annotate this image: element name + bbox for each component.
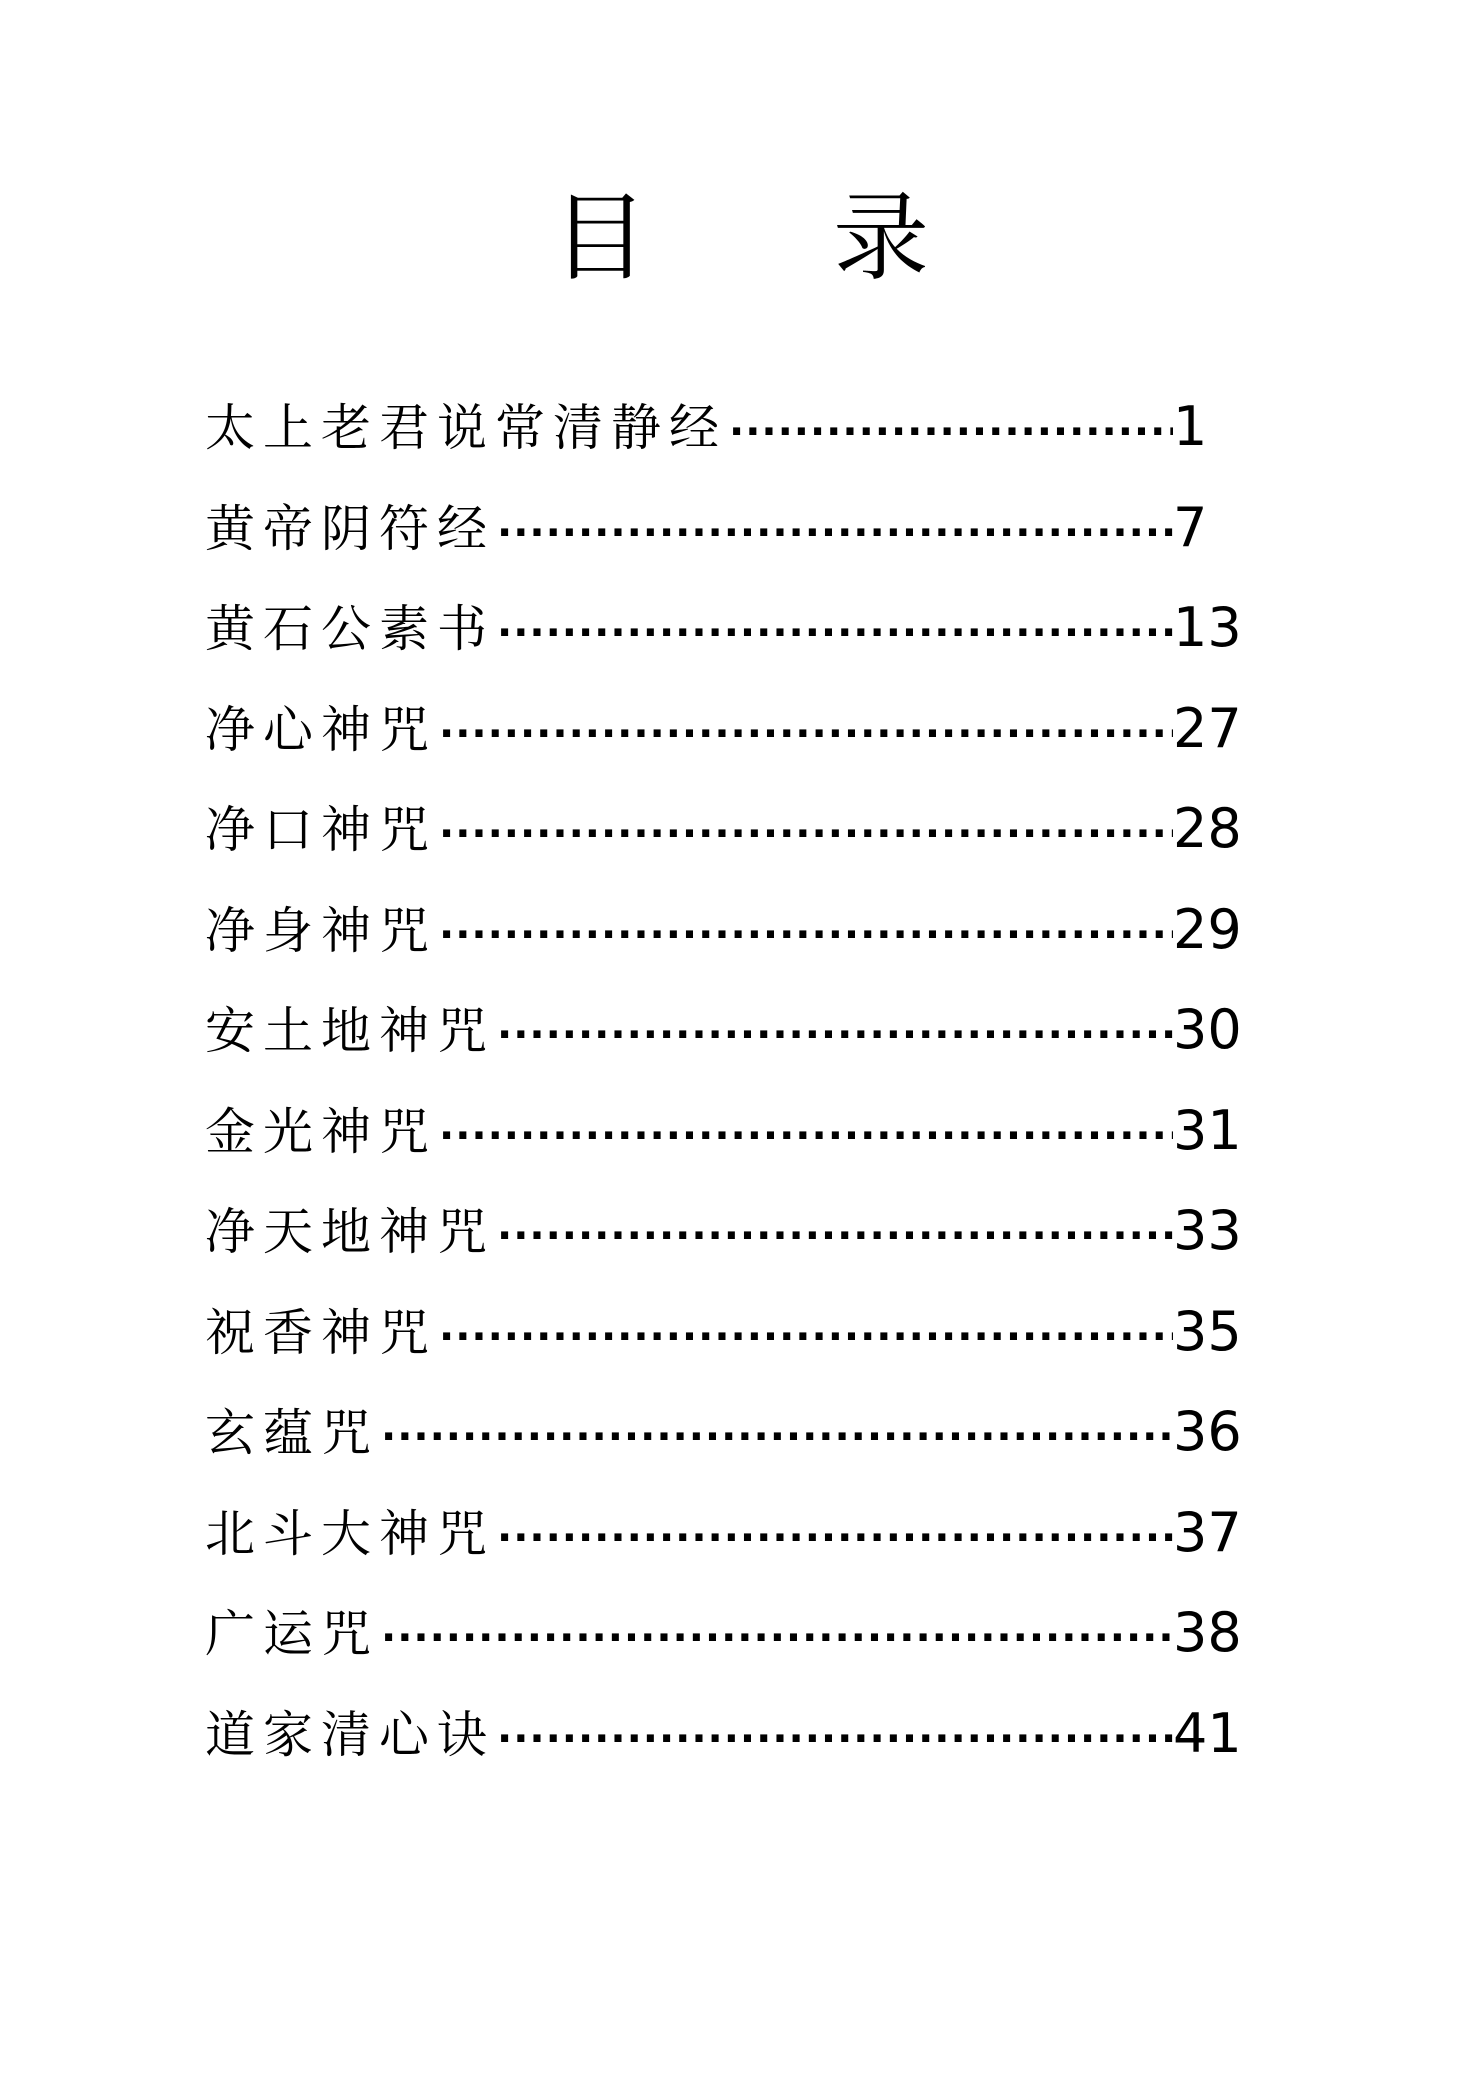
toc-entry[interactable]	[205, 1400, 1242, 1506]
toc-entry-title: 净天地神咒	[205, 1203, 495, 1261]
toc-entry[interactable]	[205, 696, 1242, 803]
toc-entry-page: 37	[1173, 1500, 1242, 1564]
toc-entry-page: 38	[1173, 1601, 1242, 1664]
toc-entry[interactable]	[205, 395, 1235, 501]
toc-dot-leader	[381, 1417, 1173, 1457]
toc-entry-page: 28	[1173, 797, 1242, 860]
toc-entry-page: 31	[1173, 1098, 1242, 1162]
toc-dot-leader	[497, 613, 1173, 653]
page-title	[0, 182, 1481, 294]
toc-entry-page: 33	[1173, 1199, 1242, 1262]
toc-dot-leader	[497, 1518, 1173, 1558]
page-title-char-1: 目	[552, 182, 648, 294]
toc-entry[interactable]	[205, 998, 1242, 1104]
toc-dot-leader	[497, 1015, 1173, 1055]
toc-entry-title: 净身神咒	[205, 901, 437, 960]
toc-entry-page: 7	[1173, 495, 1208, 559]
toc-dot-leader	[381, 1618, 1173, 1658]
toc-entry-page: 1	[1173, 395, 1208, 458]
toc-entry-page: 35	[1173, 1299, 1242, 1363]
toc-entry[interactable]	[205, 1701, 1242, 1808]
toc-dot-leader	[497, 1719, 1173, 1759]
toc-dot-leader	[439, 714, 1173, 754]
toc-dot-leader	[439, 1317, 1173, 1357]
toc-entry-title: 黄帝阴符经	[205, 499, 495, 558]
toc-entry-title: 太上老君说常清静经	[205, 399, 727, 457]
toc-entry[interactable]	[205, 1299, 1242, 1406]
toc-entry[interactable]	[205, 1199, 1242, 1305]
toc-entry-title: 祝香神咒	[205, 1303, 437, 1362]
toc-dot-leader	[729, 412, 1173, 452]
toc-dot-leader	[497, 1216, 1173, 1256]
table-of-contents	[205, 395, 1242, 1807]
toc-entry-page: 41	[1173, 1701, 1242, 1765]
toc-entry-page: 29	[1173, 897, 1242, 961]
toc-entry[interactable]	[205, 1098, 1242, 1205]
toc-dot-leader	[439, 1116, 1173, 1156]
toc-entry-title: 净心神咒	[205, 700, 437, 759]
toc-entry[interactable]	[205, 797, 1242, 903]
toc-entry-title: 北斗大神咒	[205, 1504, 495, 1563]
toc-entry-page: 30	[1173, 998, 1242, 1061]
toc-dot-leader	[439, 814, 1173, 854]
toc-entry[interactable]	[205, 596, 1242, 702]
toc-entry-title: 净口神咒	[205, 801, 437, 859]
toc-entry[interactable]	[205, 897, 1242, 1004]
toc-entry-page: 27	[1173, 696, 1242, 760]
toc-entry-page: 36	[1173, 1400, 1242, 1463]
toc-entry-title: 玄蕴咒	[205, 1404, 379, 1462]
toc-entry[interactable]	[205, 495, 1235, 602]
page-title-char-2: 录	[833, 182, 929, 294]
toc-entry-title: 黄石公素书	[205, 600, 495, 658]
toc-entry-title: 安土地神咒	[205, 1002, 495, 1060]
toc-dot-leader	[497, 513, 1173, 553]
toc-dot-leader	[439, 915, 1173, 955]
toc-entry[interactable]	[205, 1601, 1242, 1707]
toc-entry-page: 13	[1173, 596, 1242, 659]
toc-entry-title: 道家清心诀	[205, 1705, 495, 1764]
toc-entry-title: 广运咒	[205, 1605, 379, 1663]
toc-entry[interactable]	[205, 1500, 1242, 1607]
toc-entry-title: 金光神咒	[205, 1102, 437, 1161]
